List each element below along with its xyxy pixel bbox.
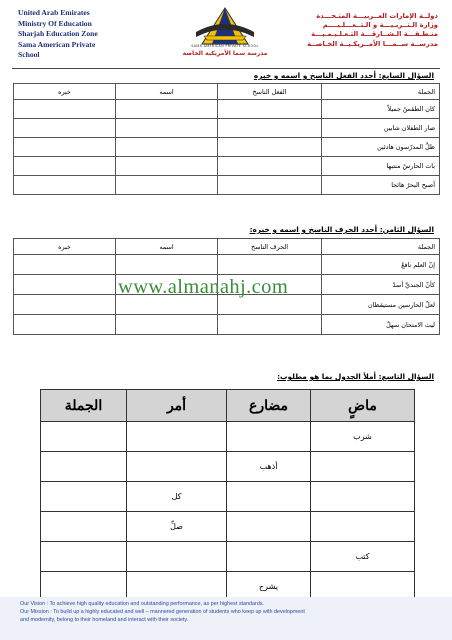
answer-cell[interactable] (116, 176, 218, 195)
footer-mission: Our Mission : To build up a highly educated and well – mannered generation of students who keep up with development (20, 609, 305, 615)
present-cell[interactable] (227, 542, 311, 572)
school-name-english (18, 8, 158, 61)
table-row (14, 315, 440, 335)
sentence-cell[interactable] (41, 452, 127, 482)
sentence-cell[interactable] (41, 482, 127, 512)
table-row (14, 100, 440, 119)
sentence-cell: أصبح البحرُ هائجا (322, 176, 440, 195)
present-cell[interactable] (227, 512, 311, 542)
imperative-cell[interactable] (127, 422, 227, 452)
table-header-row (41, 390, 415, 422)
header-divider (12, 68, 440, 69)
present-cell[interactable]: أذهب (227, 452, 311, 482)
answer-cell[interactable] (218, 138, 322, 157)
sentence-cell: كان الطقسُ جميلاً (322, 100, 440, 119)
question-7-table (13, 83, 440, 195)
answer-cell[interactable] (14, 295, 116, 315)
answer-cell[interactable] (116, 157, 218, 176)
table-row (14, 176, 440, 195)
table-row (14, 138, 440, 157)
header-predicate: خبره (14, 239, 116, 255)
past-cell[interactable] (311, 482, 415, 512)
header-left-line: School (18, 50, 40, 59)
table-row (14, 255, 440, 275)
answer-cell[interactable] (218, 315, 322, 335)
imperative-cell[interactable]: صلِّ (127, 512, 227, 542)
answer-cell[interactable] (116, 119, 218, 138)
answer-cell[interactable] (116, 315, 218, 335)
header-present: مضارع (227, 390, 311, 422)
table-row (41, 452, 415, 482)
header-sentence: الجملة (322, 239, 440, 255)
sentence-cell: ظلَّ المدرّسون هادئين (322, 138, 440, 157)
answer-cell[interactable] (218, 100, 322, 119)
header-right-line: مدرســة ســمـــا الأمــريكـيــة الخـاصــة (307, 39, 438, 48)
logo-caption: SAMA AMERICAN PRIVATE SCHOOL (191, 44, 259, 48)
table-row (41, 482, 415, 512)
sentence-cell: صار الطفلان شابين (322, 119, 440, 138)
past-cell[interactable]: كتب (311, 542, 415, 572)
sentence-cell: كأنّ الجنديَّ أسدٌ (322, 275, 440, 295)
header-right-line: وزارة الـتــربـيـــة و الـتــعـــلـيــــم (322, 21, 438, 30)
header-predicate: خبره (14, 84, 116, 100)
logo-emblem-icon (182, 6, 268, 46)
question-8-title: السؤال الثامن: أحدد الحرف الناسخ و اسمه و خبره: (249, 225, 434, 234)
present-cell[interactable] (227, 482, 311, 512)
answer-cell[interactable] (14, 138, 116, 157)
answer-cell[interactable] (218, 255, 322, 275)
past-cell[interactable] (311, 512, 415, 542)
answer-cell[interactable] (218, 176, 322, 195)
table-row (14, 119, 440, 138)
header-particle: الحرف الناسخ (218, 239, 322, 255)
question-9-table (40, 389, 415, 602)
table-row (41, 422, 415, 452)
imperative-cell[interactable]: كل (127, 482, 227, 512)
header-sentence: الجملة (41, 390, 127, 422)
watermark: www.almanahj.com (118, 276, 289, 298)
header-sentence: الجملة (322, 84, 440, 100)
sentence-cell: لعلّ الحارسين مستيقظان (322, 295, 440, 315)
header-right-line: دولــة الإمارات العــربيـــة المتـحـــدة (316, 12, 438, 20)
imperative-cell[interactable] (127, 452, 227, 482)
answer-cell[interactable] (14, 275, 116, 295)
header-left-line: Ministry Of Education (18, 18, 92, 28)
present-cell[interactable]: يشرح (227, 572, 311, 602)
answer-cell[interactable] (14, 176, 116, 195)
answer-cell[interactable] (116, 100, 218, 119)
sentence-cell: ليت الامتحان سهلٌ (322, 315, 440, 335)
table-row (41, 512, 415, 542)
table-header-row (14, 239, 440, 255)
header-verb: الفعل الناسخ (218, 84, 322, 100)
footer-mission-continued: and modernity, belong to their homeland and interact with their society. (20, 617, 189, 623)
answer-cell[interactable] (14, 119, 116, 138)
answer-cell[interactable] (14, 255, 116, 275)
answer-cell[interactable] (14, 315, 116, 335)
header-left-line: Sama American Private (18, 39, 96, 49)
answer-cell[interactable] (116, 255, 218, 275)
table-header-row (14, 84, 440, 100)
answer-cell[interactable] (116, 138, 218, 157)
table-row (14, 157, 440, 176)
answer-cell[interactable] (218, 119, 322, 138)
header-past: ماضٍ (311, 390, 415, 422)
school-logo (182, 6, 268, 66)
header-subject: اسمه (116, 84, 218, 100)
footer-vision: Our Vision : To achieve high quality education and outstanding performance, as per highest standards. (20, 601, 265, 607)
sentence-cell[interactable] (41, 512, 127, 542)
past-cell[interactable]: شرب (311, 422, 415, 452)
answer-cell[interactable] (14, 157, 116, 176)
header-left-line: Sharjah Education Zone (18, 29, 98, 38)
header-imperative: أمر (127, 390, 227, 422)
present-cell[interactable] (227, 422, 311, 452)
answer-cell[interactable] (218, 157, 322, 176)
school-name-arabic (288, 12, 438, 49)
question-7-title: السؤال السابع: أحدد الفعل الناسخ و اسمه و خبره (253, 71, 434, 80)
header-right-line: منـطـقـــة الـشــارقـــة التـعـلـيـمـيـــة (311, 30, 438, 39)
header-subject: اسمه (116, 239, 218, 255)
answer-cell[interactable] (14, 100, 116, 119)
table-row (41, 542, 415, 572)
sentence-cell[interactable] (41, 542, 127, 572)
past-cell[interactable] (311, 452, 415, 482)
logo-arabic-caption: مدرسة سما الأمريكية الخاصة (182, 50, 268, 57)
question-9-title: السؤال التاسع: أملأ الجدول بما هو مطلوب: (277, 372, 434, 381)
sentence-cell[interactable] (41, 422, 127, 452)
imperative-cell[interactable] (127, 542, 227, 572)
sentence-cell: بات الحارسُ منتبها (322, 157, 440, 176)
sentence-cell: إنّ العلم نافعٌ (322, 255, 440, 275)
header-left-line: United Arab Emirates (18, 8, 90, 17)
